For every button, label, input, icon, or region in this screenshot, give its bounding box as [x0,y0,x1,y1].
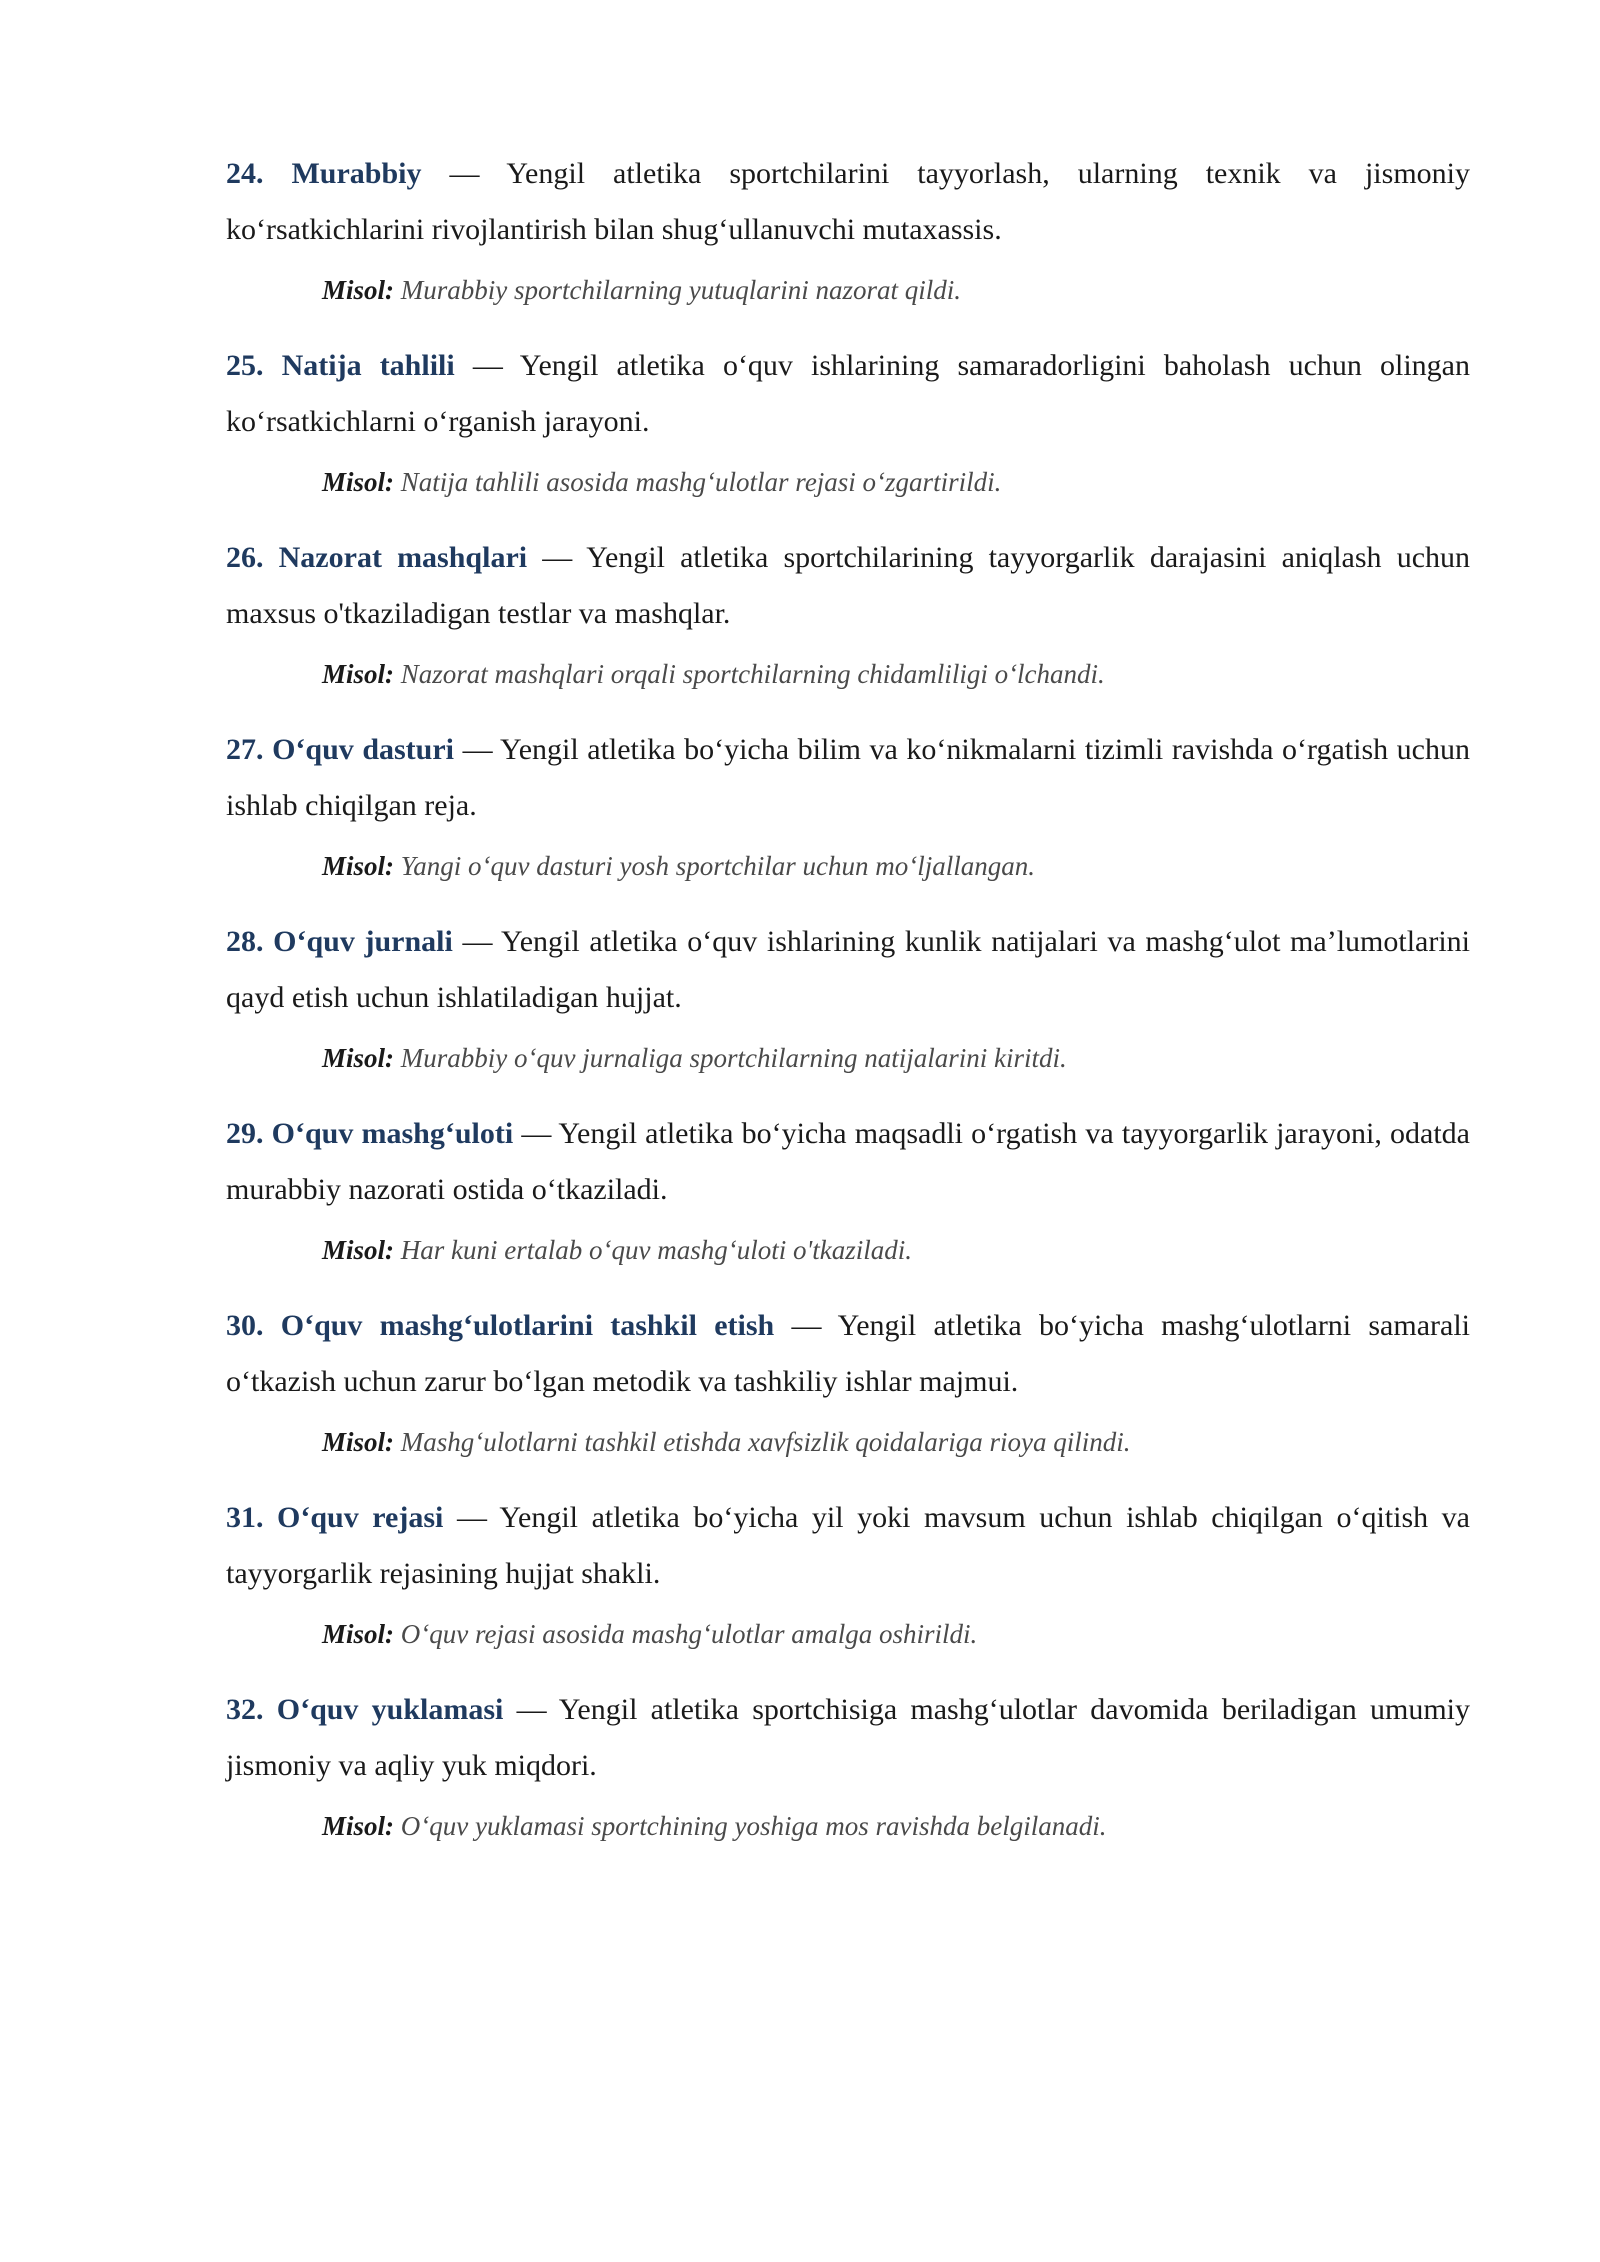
example-line [322,656,1470,692]
term-title: 31. O‘quv rejasi [226,1501,444,1534]
example-text: Mashg‘ulotlarni tashkil etishda xavfsizlik qoidalariga rioya qilindi. [400,1427,1131,1457]
definition-paragraph [226,914,1470,1026]
example-label: Misol: [322,1811,395,1841]
example-text: Natija tahlili asosida mashg‘ulotlar rejasi o‘zgartirildi. [400,467,1002,497]
glossary-entry-24 [226,146,1470,308]
glossary-entry-27 [226,722,1470,884]
example-line [322,272,1470,308]
example-text: O‘quv rejasi asosida mashg‘ulotlar amalga oshirildi. [400,1619,978,1649]
example-label: Misol: [322,1043,395,1073]
example-line [322,1808,1470,1844]
term-title: 26. Nazorat mashqlari [226,541,528,574]
term-title: 24. Murabbiy [226,157,422,190]
term-title: 29. O‘quv mashg‘uloti [226,1117,514,1150]
example-text: Murabbiy o‘quv jurnaliga sportchilarning natijalarini kiritdi. [400,1043,1067,1073]
example-line [322,1616,1470,1652]
example-line [322,848,1470,884]
glossary-entry-30 [226,1298,1470,1460]
example-label: Misol: [322,851,395,881]
definition-paragraph [226,1298,1470,1410]
definition-paragraph [226,1106,1470,1218]
definition-text: — Yengil atletika bo‘yicha maqsadli o‘rgatish va tayyorgarlik jarayoni, odatda murabbiy nazorati ostida o‘tkaziladi. [226,1117,1470,1206]
glossary-entry-28 [226,914,1470,1076]
definition-text: — Yengil atletika sportchilarining tayyorgarlik darajasini aniqlash uchun maxsus o'tkaziladigan testlar va mashqlar. [226,541,1471,630]
definition-paragraph [226,722,1470,834]
term-title: 27. O‘quv dasturi [226,733,455,766]
example-label: Misol: [322,1619,395,1649]
example-line [322,1232,1470,1268]
term-title: 30. O‘quv mashg‘ulotlarini tashkil etish [226,1309,775,1342]
example-text: Murabbiy sportchilarning yutuqlarini nazorat qildi. [400,275,962,305]
definition-paragraph [226,530,1470,642]
definition-text: — Yengil atletika sportchisiga mashg‘ulotlar davomida beriladigan umumiy jismoniy va aqliy yuk miqdori. [226,1693,1471,1782]
example-line [322,464,1470,500]
term-title: 25. Natija tahlili [226,349,455,382]
example-line [322,1424,1470,1460]
term-title: 32. O‘quv yuklamasi [226,1693,504,1726]
example-line [322,1040,1470,1076]
definition-text: — Yengil atletika sportchilarini tayyorlash, ularning texnik va jismoniy ko‘rsatkichlarini rivojlantirish bilan shug‘ullanuvchi mutaxassis. [226,157,1470,246]
term-title: 28. O‘quv jurnali [226,925,453,958]
definition-paragraph [226,338,1470,450]
example-label: Misol: [322,467,395,497]
definition-text: — Yengil atletika o‘quv ishlarining samaradorligini baholash uchun olingan ko‘rsatkichlarni o‘rganish jarayoni. [226,349,1470,438]
definition-text: — Yengil atletika bo‘yicha yil yoki mavsum uchun ishlab chiqilgan o‘qitish va tayyorgarlik rejasining hujjat shakli. [226,1501,1470,1590]
example-text: Har kuni ertalab o‘quv mashg‘uloti o'tkaziladi. [400,1235,912,1265]
definition-paragraph [226,146,1470,258]
definition-text: — Yengil atletika o‘quv ishlarining kunlik natijalari va mashg‘ulot ma’lumotlarini qayd etish uchun ishlatiladigan hujjat. [226,925,1471,1014]
glossary-entry-26 [226,530,1470,692]
glossary-entry-29 [226,1106,1470,1268]
definition-paragraph [226,1682,1470,1794]
glossary-entry-25 [226,338,1470,500]
example-text: Nazorat mashqlari orqali sportchilarning chidamliligi o‘lchandi. [400,659,1105,689]
definition-paragraph [226,1490,1470,1602]
example-text: O‘quv yuklamasi sportchining yoshiga mos ravishda belgilanadi. [400,1811,1107,1841]
example-text: Yangi o‘quv dasturi yosh sportchilar uchun mo‘ljallangan. [400,851,1036,881]
definition-text: — Yengil atletika bo‘yicha mashg‘ulotlarni samarali o‘tkazish uchun zarur bo‘lgan metodik va tashkiliy ishlar majmui. [226,1309,1470,1398]
definition-text: — Yengil atletika bo‘yicha bilim va ko‘nikmalarni tizimli ravishda o‘rgatish uchun ishlab chiqilgan reja. [226,733,1470,822]
example-label: Misol: [322,275,395,305]
example-label: Misol: [322,659,395,689]
document-page [226,146,1470,1874]
glossary-entry-32 [226,1682,1470,1844]
glossary-entry-31 [226,1490,1470,1652]
example-label: Misol: [322,1235,395,1265]
example-label: Misol: [322,1427,395,1457]
